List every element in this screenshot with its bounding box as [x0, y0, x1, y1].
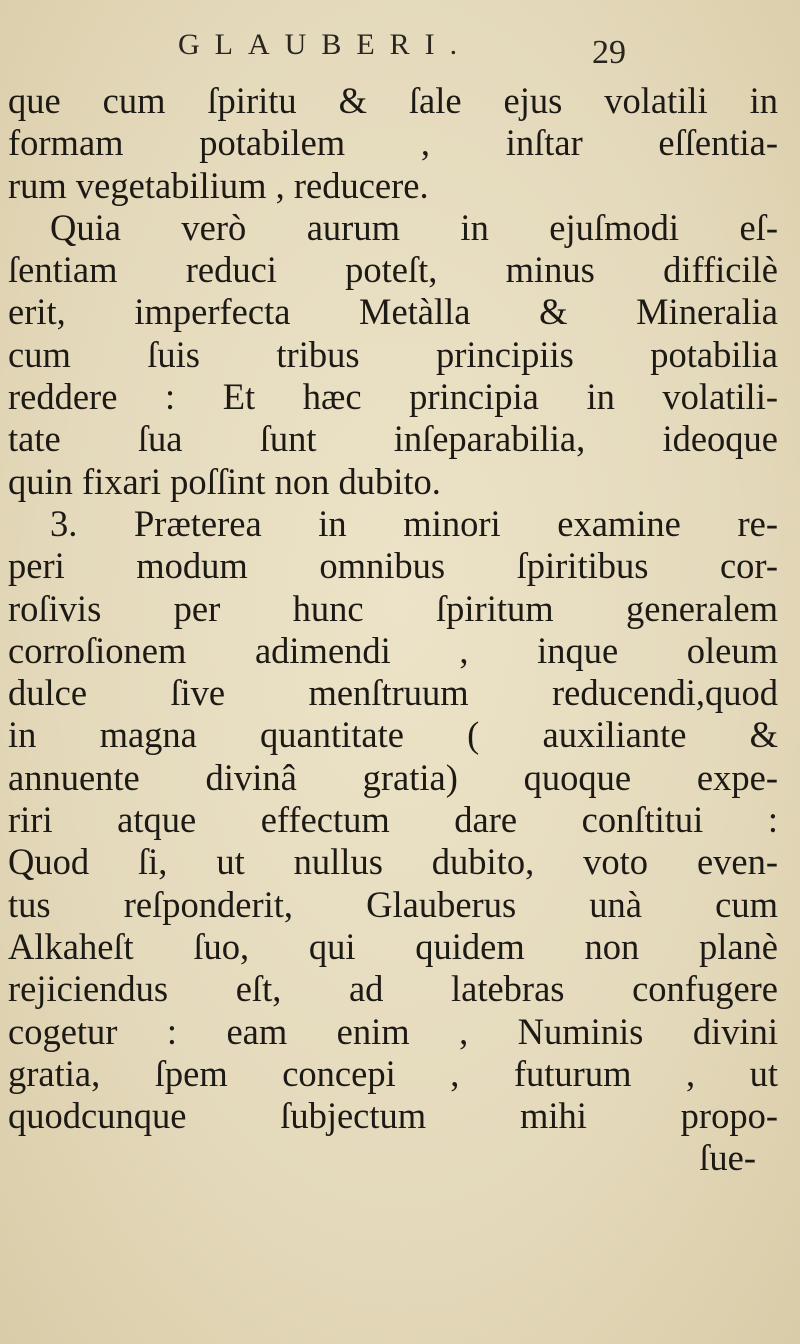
text-line: annuente divinâ gratia) quoque expe- — [8, 756, 778, 798]
text-line: tate ſua ſunt inſeparabilia, ideoque — [8, 418, 778, 460]
text-line: quodcunque ſubjectum mihi propo- — [8, 1095, 778, 1137]
catchword: ſue- — [699, 1137, 756, 1179]
text-line: gratia, ſpem concepi , futurum , ut — [8, 1052, 778, 1094]
text-line: ſentiam reduci poteſt, minus difficilè — [8, 249, 778, 291]
text-line: peri modum omnibus ſpiritibus cor- — [8, 545, 778, 587]
page-number: 29 — [592, 34, 626, 71]
text-line: corroſionem adimendi , inque oleum — [8, 629, 778, 671]
text-line: que cum ſpiritu & ſale ejus volatili in — [8, 80, 778, 121]
text-line: formam potabilem , inſtar eſſentia- — [8, 122, 778, 164]
text-line: 3. Præterea in minori examine re- — [50, 502, 778, 544]
text-line: Alkaheſt ſuo, qui quidem non planè — [8, 925, 778, 967]
text-line: roſivis per hunc ſpiritum generalem — [8, 587, 778, 629]
body-text — [8, 80, 778, 1180]
text-line: riri atque effectum dare conſtitui : — [8, 799, 778, 841]
text-line: erit, imperfecta Metàlla & Mineralia — [8, 291, 778, 333]
text-line: Quod ſi, ut nullus dubito, voto even- — [8, 841, 778, 883]
text-line: cogetur : eam enim , Numinis divini — [8, 1010, 778, 1052]
text-line: reddere : Et hæc principia in volatili- — [8, 376, 778, 418]
text-line: cum ſuis tribus principiis potabilia — [8, 333, 778, 375]
text-line: rum vegetabilium , reducere. — [8, 164, 429, 206]
running-head: GLAUBERI. — [178, 28, 473, 61]
page-header — [0, 24, 800, 80]
text-line: rejiciendus eſt, ad latebras confugere — [8, 968, 778, 1010]
text-line: Quia verò aurum in ejuſmodi eſ- — [50, 206, 778, 248]
text-line: in magna quantitate ( auxiliante & — [8, 714, 778, 756]
text-line: dulce ſive menſtruum reducendi,quod — [8, 672, 778, 714]
text-line: quin fixari poſſint non dubito. — [8, 460, 441, 502]
text-line: tus reſponderit, Glauberus unà cum — [8, 883, 778, 925]
